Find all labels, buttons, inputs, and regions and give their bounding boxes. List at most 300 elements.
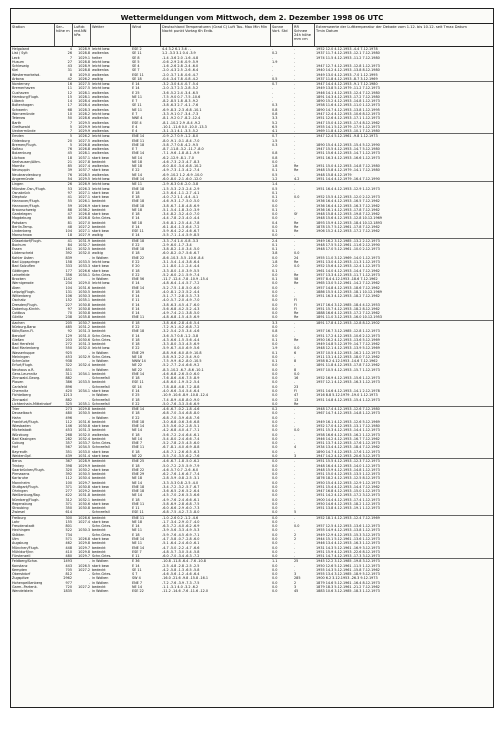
weather-text: in Wolken [92, 580, 109, 585]
wind-value: ENE 11 [132, 501, 145, 506]
sunshine-value: 0.0 [272, 384, 278, 389]
weather-text: leicht bew. [92, 134, 111, 139]
station-height: 485 [65, 325, 72, 329]
precip-snow-value: . [294, 59, 296, 64]
station-name: Gießen [12, 337, 25, 342]
temperature-values: -4.8 -6.0 -1.9 -5.2 -5.4 [162, 380, 200, 385]
pressure-value: 1030.8 [78, 424, 90, 429]
pressure-value: 1027.9 [78, 233, 90, 238]
precip-snow-value: Re [294, 281, 299, 286]
station-height: 282 [65, 436, 72, 441]
station-name: Kahler Asten [12, 255, 34, 260]
sunshine-value: 0.1 [272, 242, 278, 247]
sunshine-value: 0.8 [272, 107, 278, 112]
temperature-values: -5.0 -7.6 -3.3 -5.6 -6.9 [162, 401, 200, 406]
station-name: Nürburg-Barw. [12, 325, 37, 329]
sunshine-value: 0.0 [272, 224, 278, 229]
sunshine-value: 0.0 [272, 294, 278, 299]
pressure-value: . [88, 559, 90, 564]
temperature-values: -6.1 -8.4 -1.3 -6.4 -7.2 [162, 224, 200, 229]
station-height: 371 [65, 501, 72, 506]
station-name: Boltenhagen [12, 103, 34, 108]
sunshine-value: . [272, 72, 274, 77]
precip-snow-value: . [294, 501, 296, 506]
wind-value: NE 22 [132, 367, 143, 372]
station-name: Doberlug-Kirchh. [12, 306, 41, 311]
sunshine-value: 0.0 [272, 493, 278, 498]
pressure-value: 1033.5 [78, 380, 90, 385]
sunshine-value: 0.0 [272, 333, 278, 338]
temperature-values: -5.6 -6.8 -4.2 -5.2 -4.3 [162, 306, 200, 311]
temperature-values: -5.9 -6.4 -2.2 -4.6 -6.7 [162, 229, 200, 234]
extremes-values: 1948 15.8 4.12.1979 [316, 172, 352, 177]
precip-snow-value: . [294, 549, 296, 554]
wind-value: E 22 [132, 242, 140, 247]
sunshine-value: 0.0 [272, 563, 278, 568]
extremes-values: 1951 14.7 4.12.1953 -17.3 3.12.1973 [316, 554, 380, 559]
precip-snow-value: . [294, 463, 296, 468]
station-height: 480 [65, 554, 72, 559]
sunshine-value: 0.1 [272, 350, 278, 355]
table-row [11, 315, 493, 319]
pressure-value: 1027.5 [78, 86, 90, 91]
station-height: 462 [65, 541, 72, 546]
station-name: Erfurt/Flugh. [12, 363, 34, 368]
wind-value: NE 14 [132, 436, 143, 441]
sunshine-value: 3.3 [272, 116, 278, 121]
precip-snow-value: 24 [294, 255, 299, 260]
sunshine-value: 0.0 [272, 453, 278, 458]
precip-snow-value: . [294, 159, 296, 164]
precip-snow-value: . [294, 480, 296, 485]
precip-snow-value: . [294, 247, 296, 252]
station-name: Husum [12, 59, 24, 64]
pressure-value: 1029.0 [78, 72, 90, 77]
pressure-value: 1036.2 [78, 207, 90, 212]
temperature-values: -4.0 -8.1 -2.3 -5.2 -4.4 [162, 289, 200, 294]
weather-text: stark bew. [92, 229, 110, 234]
weather-text: wolkig [92, 233, 103, 238]
weather-text: stark bew. [92, 449, 110, 454]
pressure-value: 1027.1 [78, 190, 90, 195]
wind-value: NE 18 [132, 220, 143, 225]
wind-value: ENE 14 [132, 176, 145, 181]
weather-text: stark bew. [92, 501, 110, 506]
pressure-value: 1029.9 [78, 124, 90, 129]
station-height: 2962 [63, 576, 72, 581]
precip-snow-value: . [294, 90, 296, 95]
station-height: 76 [67, 147, 72, 152]
station-height: 614 [65, 510, 72, 515]
weather-text: wolkig [92, 251, 103, 256]
weather-text: bedeckt [92, 497, 106, 502]
station-height: 18 [67, 233, 72, 238]
pressure-value: 1028.9 [78, 47, 90, 51]
extremes-values: 1947 16.8 4.12.1953 -15.0 1.12.1973 [316, 489, 380, 494]
station-name: Stuttgart/Flugh. [12, 484, 39, 489]
sunshine-value: 0.0 [272, 467, 278, 472]
precip-snow-value: . [294, 203, 296, 208]
station-height: 320 [65, 467, 72, 472]
wind-value: E 18 [132, 212, 140, 217]
precip-snow-value: 8 [294, 367, 297, 372]
weather-text: leicht bew. [92, 64, 111, 69]
station-name: Bendorf [12, 333, 26, 338]
station-name: Zugspitze [12, 576, 29, 581]
temperature-values: -5.2 -6.0 -2.1 -5.9 -7.4 [162, 272, 200, 277]
station-name: Osnabrück [12, 190, 31, 195]
weather-text: in Wolken [92, 415, 109, 420]
station-name: Gera-Leumnitz [12, 371, 37, 376]
wind-value: E 22 [132, 325, 140, 329]
pressure-value: 1030.7 [78, 320, 90, 325]
pressure-value: 1028.5 [78, 172, 90, 177]
precip-snow-value: . [294, 111, 296, 116]
station-height: 85 [67, 216, 72, 221]
station-height: 43 [67, 64, 72, 69]
precip-snow-value: . [294, 476, 296, 481]
sunshine-value: 0.0 [272, 506, 278, 511]
station-height: 882 [65, 397, 72, 402]
station-name: Coburg [12, 441, 25, 446]
station-name: Diepholz [12, 195, 27, 200]
temperature-values: -3.3 -9.1 0.7 -3.4 -7.3 [162, 111, 199, 116]
weather-text: bedeckt [92, 320, 106, 325]
pressure-value: 1027.4 [78, 519, 90, 524]
wind-value: E 14 [132, 224, 140, 229]
temperature-values: -1.6 -2.6 2.8 -2.4 -6.0 [162, 64, 199, 69]
station-height: 1835 [63, 589, 72, 594]
wind-value: ENE 14 [132, 545, 145, 550]
wind-value: NE 14 [132, 428, 143, 433]
weather-text: wolkenlos [92, 103, 109, 108]
precip-snow-value: . [294, 294, 296, 299]
sunshine-value: 0.8 [272, 111, 278, 116]
station-name: Öhringen [12, 489, 28, 494]
extremes-values: 1891 17.8 4.12.1953 -12.8 8.12.1902 [316, 320, 380, 325]
pressure-value: 1031.3 [78, 342, 90, 347]
station-height: 238 [65, 315, 72, 320]
weather-text: bedeckt [92, 584, 106, 589]
pressure-value: 1026.8 [78, 142, 90, 147]
extremes-values: 1947 12.7 4.12.1953 -12.8 1.12.1973 [316, 64, 380, 69]
wind-value: SE 4 [132, 64, 140, 69]
temperature-values: -6.0 -7.0 -3.4 -6.3 -7.2 [162, 554, 200, 559]
extremes-values: 1958 8.2 4.12.1953 -14.6 7.12.1962 [316, 359, 378, 364]
wind-value: E 18 [132, 463, 140, 468]
wind-value: E 18 [132, 190, 140, 195]
precip-snow-value: . [294, 268, 296, 273]
precip-snow-value: . [294, 472, 296, 477]
weather-text: Schn.Gries. [92, 272, 112, 277]
precip-snow-value: 5 [294, 510, 297, 515]
wind-value: E 4 [132, 124, 138, 129]
precip-snow-value: . [294, 120, 296, 125]
weather-text: leicht bew. [92, 260, 111, 265]
extremes-values: 1950 16.2 4.12.1953 -13.6 5.12.1969 [316, 337, 380, 342]
weather-text: leicht bew. [92, 59, 111, 64]
wind-value: E 14 [132, 216, 140, 221]
precip-snow-value: 0.0 [294, 264, 300, 269]
sunshine-value: 0.8 [272, 151, 278, 156]
sunshine-value: 5.2 [272, 120, 278, 125]
station-height: 27 [67, 59, 72, 64]
extremes-values: 1949 13.0 4.12.1953 -7.0 1.12.1995 [316, 72, 378, 77]
station-height: 7 [69, 120, 72, 125]
sunshine-value: 0.7 [272, 82, 278, 87]
precip-snow-value: . [294, 506, 296, 511]
station-height: 268 [65, 432, 72, 437]
station-name: Trinkey [12, 463, 24, 468]
sunshine-value: 0.0 [272, 510, 278, 515]
station-height: 420 [65, 388, 72, 393]
pressure-value: 1032.4 [78, 363, 90, 368]
wind-value: E 7 [132, 111, 138, 116]
weather-text: wolkenlos [92, 432, 109, 437]
station-height: 356 [65, 272, 72, 277]
wind-value: ESE 11 [132, 380, 144, 385]
weather-text: bedeckt [92, 306, 106, 311]
station-height: 938 [65, 359, 72, 364]
temperature-values: -8.6 -10.3 -5.5 -10.6 -8.4 [162, 255, 204, 260]
station-height: 45 [67, 151, 72, 156]
temperature-values: -5.6 -8.1 -2.5 -4.4 -7.8 [162, 220, 200, 225]
weather-text: Schn.Gries. [92, 554, 112, 559]
temperature-values: -3.3 -7.4 1.4 -0.8 -3.3 [162, 238, 199, 243]
extremes-values: 1952 15.5 4.12.1953 -12.0 2.12.1973 [316, 195, 380, 200]
pressure-value: 1028.4 [78, 99, 90, 104]
sunshine-value: 0.0 [272, 541, 278, 546]
pressure-value: 1029.8 [78, 541, 90, 546]
weather-text: bedeckt [92, 493, 106, 498]
extremes-values: 1949 16.2 3.12.1985 -13.2 2.12.1973 [316, 238, 380, 243]
pressure-value: 1026.2 [78, 76, 90, 81]
header-weather: Wetter [91, 24, 131, 46]
wind-value: SW 4 [132, 576, 141, 581]
sunshine-value: 0.0 [272, 380, 278, 385]
wind-value: E 14 [132, 233, 140, 238]
precip-snow-value: Re [294, 315, 299, 320]
temperature-values: -2.1 -8.0 -1.1 -2.4 -4.4 [162, 264, 200, 269]
weather-text: wolkenlos [92, 164, 109, 169]
pressure-value: 1032.7 [78, 242, 90, 247]
extremes-values: 1947 14.2 4.12.1953 -20.6 3.12.1973 [316, 453, 380, 458]
wind-value: NE 14 [132, 584, 143, 589]
station-height: 896 [65, 384, 72, 389]
precip-snow-value: . [294, 147, 296, 152]
pressure-value: 1030.3 [78, 294, 90, 299]
temperature-values: -6.0 -6.6 -2.9 -6.0 -7.3 [162, 506, 200, 511]
pressure-value: 1031.4 [78, 453, 90, 458]
station-name: Chemnitz [12, 388, 29, 393]
temperature-values: -8.2 -8.5 1.8 -8.3 -9.2 [162, 99, 199, 104]
temperature-values: -5.5 -7.0 -3.5 -6.2 -7.6 [162, 453, 200, 458]
sunshine-value: 1.5 [272, 138, 278, 143]
wind-value: E 18 [132, 411, 140, 416]
pressure-value: 1030.5 [78, 289, 90, 294]
extremes-values: 1906 15.2 4.12.1953 -17.2 7.12.1962 [316, 229, 380, 234]
temperature-values: -1.5 -5.3 -2.3 -2.4 -2.9 [162, 186, 200, 191]
extremes-values: 1891 14.3 4.12.1953 -17.2 7.12.1980 [316, 94, 380, 99]
precip-snow-value: . [294, 419, 296, 424]
weather-text: in Wolken [92, 359, 109, 364]
extremes-values: 1890 15.2 4.12.1953 -14.8 1.12.1973 [316, 99, 380, 104]
pressure-value: 1031.3 [78, 329, 90, 334]
sunshine-value: 0.0 [272, 371, 278, 376]
pressure-value: 1026.3 [78, 186, 90, 191]
station-name: Lüdenscheid [12, 251, 34, 256]
station-height: 106 [65, 294, 72, 299]
pressure-value: . [88, 359, 90, 364]
station-name: Arkona [12, 76, 24, 81]
sunshine-value: 1.2 [272, 176, 278, 181]
precip-snow-value: . [294, 441, 296, 446]
wind-value: ENE 14 [132, 407, 145, 412]
precip-snow-value: . [294, 94, 296, 99]
extremes-values: 1951 14.4 4.12.1979 -16.4 7.12.1990 [316, 176, 380, 181]
pressure-value: 1028.1 [78, 94, 90, 99]
weather-text: wolkig [92, 76, 103, 81]
station-name: Wittenberg [12, 294, 31, 299]
pressure-value: 1030.5 [78, 411, 90, 416]
precip-snow-value: 47 [294, 393, 299, 398]
temperature-values: -6.0 -8.0 -2.1 -6.0 -12.0 [162, 176, 202, 181]
sunshine-value: 0.0 [272, 576, 278, 581]
extremes-values: 1952 12.0 4.12.1953 -4.4 7.12.1978 [316, 47, 378, 51]
station-height: 20 [67, 138, 72, 143]
sunshine-value: 0.0 [272, 472, 278, 477]
sunshine-value: 0.0 [272, 311, 278, 316]
precip-snow-value: . [294, 497, 296, 502]
precip-snow-value: . [294, 238, 296, 243]
station-height: 550 [65, 346, 72, 351]
wind-value: E 14 [132, 311, 140, 316]
temperature-values: -10.8 -11.8 -6.4 -7.6 -10.8 [162, 559, 206, 564]
extremes-values: 1948 16.4 4.12.1953 -14.0 1.12.1973 [316, 463, 380, 468]
precip-snow-value: 6 [294, 350, 297, 355]
station-name: Neuruppin [12, 168, 30, 173]
precip-snow-value: 58 [294, 277, 299, 282]
station-name: Bad Kissingen [12, 436, 36, 441]
sunshine-value: . [272, 147, 274, 152]
extremes-values: 1947 14.4 4.12.1953 -9.1 7.12.1980 [316, 82, 378, 87]
wind-value: ENE 7 [132, 441, 143, 446]
station-name: Deuselbach [12, 411, 32, 416]
temperature-values: -3.8 -6.3 2.7 -4.1 -7.6 [162, 103, 199, 108]
sunshine-value: 0.8 [272, 155, 278, 160]
precip-snow-value: . [294, 515, 296, 520]
extremes-values: 1951 13.8 4.12.1953 -19.1 1.12.1973 [316, 506, 380, 511]
extremes-values: 1949 14.8 5.12.1979 -14.7 7.12.1962 [316, 342, 380, 347]
temperature-values: -7.6 -8.6 -4.6 -7.5 -8.9 [162, 376, 200, 381]
pressure-value: 1027.2 [78, 584, 90, 589]
pressure-value: 1027.8 [78, 159, 90, 164]
header-pressure: Luftdr. red.NN hPa [73, 24, 91, 46]
pressure-value: 1034.1 [78, 388, 90, 393]
sunshine-value: 1.8 [272, 164, 278, 169]
pressure-value: . [88, 532, 90, 537]
wind-value: NE 11 [132, 94, 143, 99]
station-height: 26 [67, 182, 72, 187]
extremes-values: 1948 17.4 4.12.1953 -12.6 7.12.1980 [316, 407, 380, 412]
station-name: Norderney [12, 82, 30, 87]
station-name: Angermünde [12, 176, 34, 181]
pressure-value: 1029.7 [78, 554, 90, 559]
pressure-value: 1030.8 [78, 484, 90, 489]
pressure-value: 1026.9 [78, 182, 90, 187]
station-name: Wiesbaden [12, 424, 31, 429]
weather-text: wolkenlos [92, 129, 109, 134]
weather-text: bedeckt [92, 294, 106, 299]
station-name: Trier [12, 407, 20, 412]
sunshine-value: 0.0 [272, 432, 278, 437]
wind-value: SE 7 [132, 68, 140, 73]
station-height: 851 [65, 367, 72, 372]
station-height: 85 [67, 164, 72, 169]
temperature-values: -7.2 -9.1 -4.2 -6.8 -7.2 [162, 325, 200, 329]
weather-text: stark bew. [92, 264, 110, 269]
pressure-value: . [88, 510, 90, 515]
extremes-values: 1891 11.0 3.12.1953 -16.0 10.12.1953 [316, 315, 382, 320]
sunshine-value: 0.3 [272, 103, 278, 108]
precip-snow-value: . [294, 51, 296, 56]
temperature-values: -6.2 -12.9 -8.1 -7.0 [162, 155, 194, 160]
station-height: 161 [65, 247, 72, 252]
station-height: 88 [67, 207, 72, 212]
wind-value: ESE 11 [132, 229, 144, 234]
precip-snow-value: . [294, 242, 296, 247]
station-name: Bad Hersfeld [12, 342, 34, 347]
weather-text: Schneefall [92, 510, 110, 515]
station-height: 453 [65, 428, 72, 433]
wind-value: NE 18 [132, 354, 143, 359]
header-wind: Wind [131, 24, 161, 46]
wind-value: ENE 22 [132, 255, 145, 260]
station-name: Pirmasens [12, 472, 30, 477]
temperature-values: -4.0 -7.2 1.1 -4.4 -4.1 [162, 195, 199, 200]
extremes-values: 1957 16.7 3.12.1985 -12.8 1.12.1973 [316, 329, 380, 334]
station-name: Schwerin [12, 107, 28, 112]
station-name: Leinefelde [12, 272, 30, 277]
sunshine-value: 0.0 [272, 489, 278, 494]
temperature-values: -7.4 -8.9 -4.8 -8.0 -9.0 [162, 397, 200, 402]
weather-text: bedeckt [92, 549, 106, 554]
weather-text: wolkenlos [92, 151, 109, 156]
precip-snow-value: . [294, 329, 296, 334]
weather-text: bedeckt [92, 506, 106, 511]
pressure-value: 1029.9 [78, 129, 90, 134]
extremes-values: 1951 15.3 4.12.1953 -14.4 1.12.1973 [316, 428, 380, 433]
station-height: 1493 [63, 559, 72, 564]
temperature-values: -4.2 -6.8 -4.0 -4.7 -7.1 [162, 428, 200, 433]
station-name: Zwiesel [12, 510, 25, 515]
pressure-value: 1032.4 [78, 436, 90, 441]
extremes-values: 1931 14.3 5.12.1961 -16.9 3.12.1973 [316, 545, 380, 550]
temperature-values: -3.6 -5.7 0.8 -1.2 -3.8 [162, 333, 199, 338]
weather-text: Schn.Gries. [92, 337, 112, 342]
extremes-values: 1946 13.4 4.12.1953 -16.3 1.12.1973 [316, 541, 380, 546]
station-height: 31 [67, 68, 72, 73]
station-name: Marnitz [12, 164, 25, 169]
wind-value: NE 22 [132, 363, 143, 368]
sunshine-value: 0.0 [272, 397, 278, 402]
pressure-value: . [88, 255, 90, 260]
extremes-values [315, 510, 477, 514]
wind-value: E 18 [132, 532, 140, 537]
station-height: 8 [69, 72, 72, 77]
weather-text: stark bew. [92, 212, 110, 217]
station-name: Carlsfeld [12, 384, 27, 389]
